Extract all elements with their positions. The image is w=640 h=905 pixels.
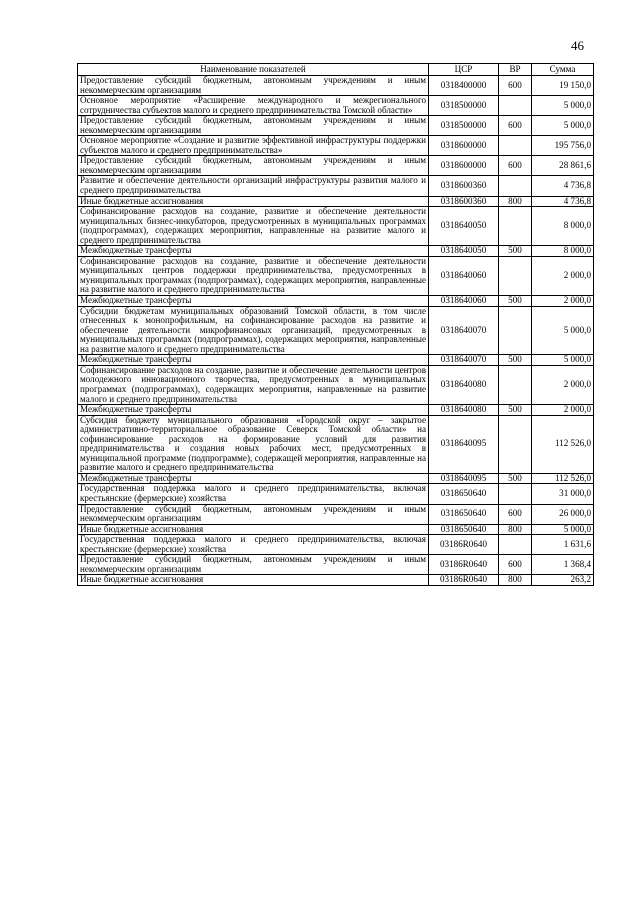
row-sum: 5 000,0 bbox=[532, 96, 594, 116]
row-vr bbox=[499, 415, 532, 473]
row-name: Межбюджетные трансферты bbox=[78, 473, 429, 484]
row-vr: 500 bbox=[499, 246, 532, 257]
row-vr bbox=[499, 535, 532, 555]
row-csr: 03186R0640 bbox=[429, 535, 499, 555]
row-sum: 4 736,8 bbox=[532, 196, 594, 207]
row-vr bbox=[499, 365, 532, 404]
row-sum: 2 000,0 bbox=[532, 365, 594, 404]
budget-table bbox=[77, 63, 594, 586]
row-csr: 0318650640 bbox=[429, 504, 499, 524]
table-row bbox=[78, 504, 594, 524]
table-row bbox=[78, 96, 594, 116]
row-sum: 112 526,0 bbox=[532, 415, 594, 473]
row-sum: 5 000,0 bbox=[532, 116, 594, 136]
row-vr: 500 bbox=[499, 405, 532, 416]
table-row bbox=[78, 207, 594, 246]
row-sum: 1 368,4 bbox=[532, 555, 594, 575]
row-name: Предоставление субсидий бюджетным, автономным учреждениям и иным некоммерческим организациям bbox=[78, 76, 429, 96]
row-name: Государственная поддержка малого и среднего предпринимательства, включая крестьянские (фермерские) хозяйства bbox=[78, 484, 429, 504]
table-row bbox=[78, 296, 594, 307]
row-vr: 600 bbox=[499, 555, 532, 575]
row-sum: 8 000,0 bbox=[532, 207, 594, 246]
page-number: 46 bbox=[571, 38, 584, 53]
table-row bbox=[78, 76, 594, 96]
row-sum: 5 000,0 bbox=[532, 355, 594, 366]
table-row bbox=[78, 484, 594, 504]
table-row bbox=[78, 196, 594, 207]
row-name: Межбюджетные трансферты bbox=[78, 405, 429, 416]
table-row bbox=[78, 415, 594, 473]
row-name: Межбюджетные трансферты bbox=[78, 296, 429, 307]
row-vr bbox=[499, 256, 532, 295]
table-row bbox=[78, 575, 594, 586]
table-row bbox=[78, 365, 594, 404]
row-csr: 0318400000 bbox=[429, 76, 499, 96]
row-csr: 0318500000 bbox=[429, 116, 499, 136]
row-csr: 0318640050 bbox=[429, 246, 499, 257]
table-row bbox=[78, 405, 594, 416]
row-sum: 8 000,0 bbox=[532, 246, 594, 257]
row-sum: 263,2 bbox=[532, 575, 594, 586]
table-row bbox=[78, 246, 594, 257]
row-vr: 500 bbox=[499, 473, 532, 484]
row-csr: 0318640080 bbox=[429, 365, 499, 404]
table-row bbox=[78, 116, 594, 136]
row-vr: 600 bbox=[499, 156, 532, 176]
row-sum: 5 000,0 bbox=[532, 524, 594, 535]
row-vr bbox=[499, 136, 532, 156]
row-csr: 0318600360 bbox=[429, 196, 499, 207]
row-sum: 19 150,0 bbox=[532, 76, 594, 96]
row-name: Предоставление субсидий бюджетным, автономным учреждениям и иным некоммерческим организациям bbox=[78, 156, 429, 176]
row-sum: 112 526,0 bbox=[532, 473, 594, 484]
row-sum: 31 000,0 bbox=[532, 484, 594, 504]
row-vr bbox=[499, 306, 532, 355]
row-name: Софинансирование расходов на создание, развитие и обеспечение деятельности центров молодежного инновационного творчества, предусмотренных в муниципальных программах (подпрограммах), содержащих мероприятия, направленные на развитие малого и среднего предпринимательства bbox=[78, 365, 429, 404]
row-vr: 600 bbox=[499, 504, 532, 524]
row-sum: 5 000,0 bbox=[532, 306, 594, 355]
row-vr bbox=[499, 96, 532, 116]
row-sum: 2 000,0 bbox=[532, 296, 594, 307]
row-name: Иные бюджетные ассигнования bbox=[78, 524, 429, 535]
table-row bbox=[78, 306, 594, 355]
row-csr: 0318500000 bbox=[429, 96, 499, 116]
row-name: Субсидия бюджету муниципального образования «Городской округ – закрытое административно-территориальное образование Северск Томской области» на софинансирование расходов на формирование условий для развития предпринимательства и создания новых рабочих мест, предусмотренных в муниципальной программе (подпрограмме), содержащей мероприятия, направленные на развитие малого и среднего предпринимательства bbox=[78, 415, 429, 473]
table-row bbox=[78, 256, 594, 295]
row-name: Иные бюджетные ассигнования bbox=[78, 575, 429, 586]
row-csr: 0318640070 bbox=[429, 306, 499, 355]
table-header-row bbox=[78, 64, 594, 76]
row-name: Софинансирование расходов на создание, развитие и обеспечение деятельности муниципальных центров поддержки предпринимательства, предусмотренных в муниципальных программах (подпрограммах), содержащих мероприятия, направленные на развитие малого и среднего предпринимательства bbox=[78, 256, 429, 295]
table-row bbox=[78, 473, 594, 484]
row-csr: 0318650640 bbox=[429, 484, 499, 504]
row-csr: 0318640050 bbox=[429, 207, 499, 246]
row-csr: 0318640095 bbox=[429, 473, 499, 484]
row-name: Предоставление субсидий бюджетным, автономным учреждениям и иным некоммерческим организациям bbox=[78, 504, 429, 524]
row-name: Предоставление субсидий бюджетным, автономным учреждениям и иным некоммерческим организациям bbox=[78, 116, 429, 136]
row-vr: 800 bbox=[499, 524, 532, 535]
row-name: Государственная поддержка малого и среднего предпринимательства, включая крестьянские (фермерские) хозяйства bbox=[78, 535, 429, 555]
row-vr: 500 bbox=[499, 296, 532, 307]
row-csr: 03186R0640 bbox=[429, 555, 499, 575]
header-vr: ВР bbox=[499, 64, 532, 76]
row-name: Иные бюджетные ассигнования bbox=[78, 196, 429, 207]
row-csr: 0318600000 bbox=[429, 136, 499, 156]
row-csr: 03186R0640 bbox=[429, 575, 499, 586]
row-name: Субсидии бюджетам муниципальных образований Томской области, в том числе отнесенных к монопрофильным, на софинансирование расходов на развитие и обеспечение деятельности микрофинансовых организаций, предусмотренных в муниципальных программах (подпрограммах), содержащих мероприятия, направленные на развитие малого и среднего предпринимательства bbox=[78, 306, 429, 355]
row-csr: 0318640060 bbox=[429, 256, 499, 295]
row-vr bbox=[499, 484, 532, 504]
table-row bbox=[78, 176, 594, 196]
header-csr: ЦСР bbox=[429, 64, 499, 76]
row-sum: 1 631,6 bbox=[532, 535, 594, 555]
row-csr: 0318650640 bbox=[429, 524, 499, 535]
row-vr: 600 bbox=[499, 116, 532, 136]
row-vr: 500 bbox=[499, 355, 532, 366]
row-name: Софинансирование расходов на создание, развитие и обеспечение деятельности муниципальных бизнес-инкубаторов, предусмотренных в муниципальных программах (подпрограммах), содержащих мероприятия, направленные на развитие малого и среднего предпринимательства bbox=[78, 207, 429, 246]
row-vr bbox=[499, 207, 532, 246]
row-name: Предоставление субсидий бюджетным, автономным учреждениям и иным некоммерческим организациям bbox=[78, 555, 429, 575]
row-name: Межбюджетные трансферты bbox=[78, 355, 429, 366]
row-csr: 0318640080 bbox=[429, 405, 499, 416]
row-sum: 28 861,6 bbox=[532, 156, 594, 176]
row-name: Основное мероприятие «Расширение международного и межрегионального сотрудничества субъектов малого и среднего предпринимательства Томской области» bbox=[78, 96, 429, 116]
row-sum: 2 000,0 bbox=[532, 405, 594, 416]
row-csr: 0318640070 bbox=[429, 355, 499, 366]
row-vr bbox=[499, 176, 532, 196]
table-row bbox=[78, 136, 594, 156]
row-name: Развитие и обеспечение деятельности организаций инфраструктуры развития малого и среднего предпринимательства bbox=[78, 176, 429, 196]
row-vr: 600 bbox=[499, 76, 532, 96]
header-name: Наименование показателей bbox=[78, 64, 429, 76]
row-vr: 800 bbox=[499, 575, 532, 586]
row-sum: 195 756,0 bbox=[532, 136, 594, 156]
table-row bbox=[78, 535, 594, 555]
row-vr: 800 bbox=[499, 196, 532, 207]
row-csr: 0318600000 bbox=[429, 156, 499, 176]
row-csr: 0318640095 bbox=[429, 415, 499, 473]
table-body bbox=[78, 76, 594, 586]
row-sum: 26 000,0 bbox=[532, 504, 594, 524]
row-csr: 0318640060 bbox=[429, 296, 499, 307]
header-sum: Сумма bbox=[532, 64, 594, 76]
table-row bbox=[78, 156, 594, 176]
table-row bbox=[78, 355, 594, 366]
row-name: Основное мероприятие «Создание и развитие эффективной инфраструктуры поддержки субъектов малого и среднего предпринимательства» bbox=[78, 136, 429, 156]
table-row bbox=[78, 524, 594, 535]
table-row bbox=[78, 555, 594, 575]
row-csr: 0318600360 bbox=[429, 176, 499, 196]
row-sum: 2 000,0 bbox=[532, 256, 594, 295]
row-sum: 4 736,8 bbox=[532, 176, 594, 196]
row-name: Межбюджетные трансферты bbox=[78, 246, 429, 257]
